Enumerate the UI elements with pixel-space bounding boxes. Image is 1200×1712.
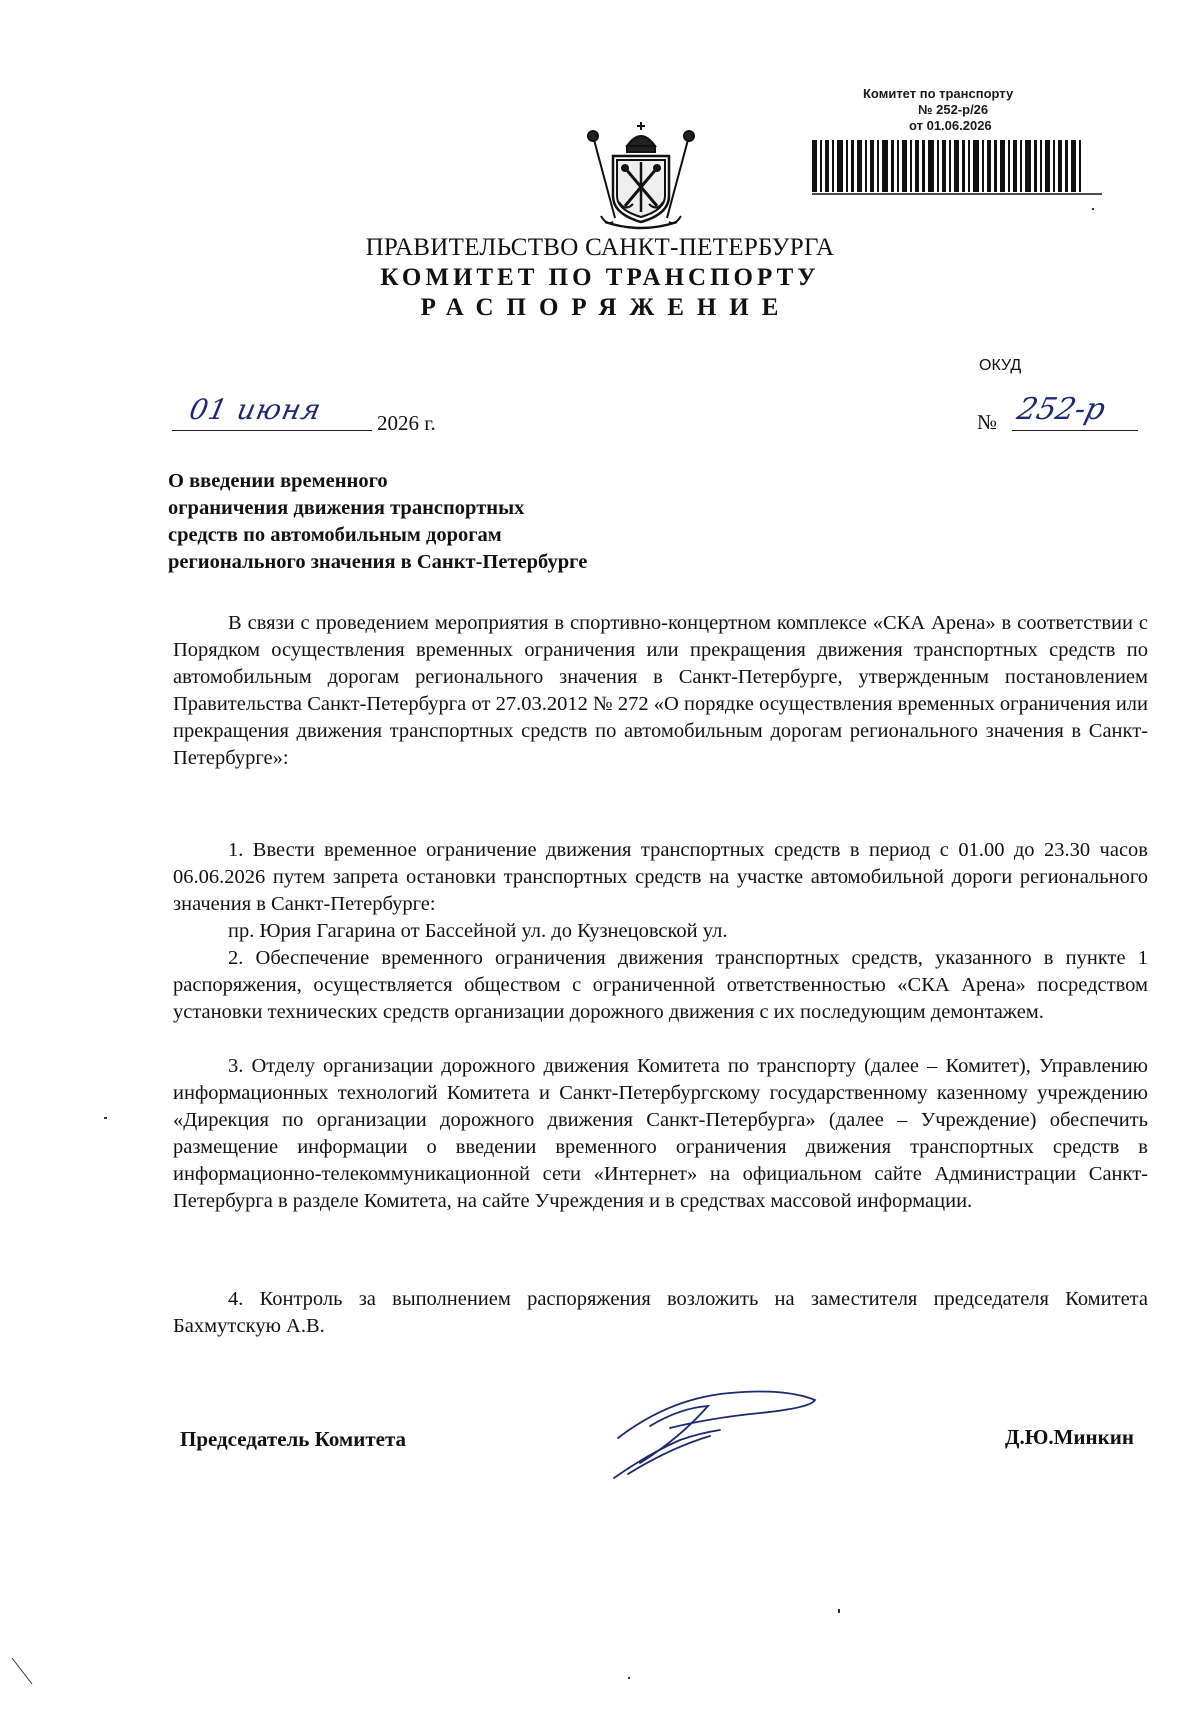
intro-paragraph: В связи с проведением мероприятия в спортивно-концертном комплексе «СКА Арена» в соответствии с Порядком осуществления временных ограничения или прекращения движения транспортных средств по автомобильным дорогам регионального значения в Санкт-Петербурге, утвержденным постановлением Правительства Санкт-Петербурга от 27.03.2012 № 272 «О порядке осуществления временных ограничения или прекращения движения транспортных средств по автомобильным дорогам регионального значения в Санкт-Петербурге»: <box>173 612 1148 769</box>
barcode-image <box>812 140 1102 196</box>
government-title: ПРАВИТЕЛЬСТВО САНКТ-ПЕТЕРБУРГА <box>365 234 835 261</box>
handwritten-number: 252-р <box>1013 392 1109 427</box>
item-3-paragraph: 3. Отделу организации дорожного движения Комитета по транспорту (далее – Комитет), Управлению информационных технологий Комитета и Санкт-Петербургскому государственному казенному учреждению «Дирекция по организации дорожного движения Санкт-Петербурга» (далее – Учреждение) обеспечить размещение информации о введении временного ограничения движения транспортных средств в информационно-телекоммуникационной сети «Интернет» на официальном сайте Администрации Санкт-Петербурга в разделе Комитета, на сайте Учреждения и в средствах массовой информации. <box>173 1055 1148 1212</box>
scan-mark <box>10 1656 36 1688</box>
number-sign: № <box>977 410 998 434</box>
item-1-street: пр. Юрия Гагарина от Бассейной ул. до Кузнецовской ул. <box>228 920 728 942</box>
registration-stamp <box>806 86 1106 134</box>
subject-line: ограничения движения транспортных <box>168 497 525 519</box>
handwritten-date: 01 июня <box>186 393 325 426</box>
signatory-name: Д.Ю.Минкин <box>1005 1425 1134 1449</box>
document-subject <box>168 468 788 576</box>
committee-title: КОМИТЕТ ПО ТРАНСПОРТУ <box>380 264 820 291</box>
scan-speck <box>1092 208 1094 210</box>
signatory-title: Председатель Комитета <box>180 1427 407 1451</box>
subject-line: О введении временного <box>168 470 388 492</box>
document-kind-title: РАСПОРЯЖЕНИЕ <box>420 294 792 321</box>
scan-speck <box>838 1609 840 1613</box>
stamp-line-date: от 01.06.2026 <box>909 118 992 133</box>
item-2-paragraph: 2. Обеспечение временного ограничения движения транспортных средств, указанного в пункте 1 распоряжения, осуществляется обществом с ограниченной ответственностью «СКА Арена» посредством установки технических средств организации дорожного движения с их последующим демонтажем. <box>173 947 1148 1023</box>
subject-line: регионального значения в Санкт-Петербурге <box>168 551 588 573</box>
item-4-paragraph: 4. Контроль за выполнением распоряжения возложить на заместителя председателя Комитета Бахмутскую А.В. <box>173 1288 1148 1337</box>
stamp-line-number: № 252-р/26 <box>918 102 989 117</box>
scan-speck <box>104 1117 107 1119</box>
stamp-line-organization: Комитет по транспорту <box>863 86 1014 101</box>
okud-label: ОКУД <box>979 357 1022 374</box>
coat-of-arms-emblem <box>583 118 699 234</box>
handwritten-signature <box>610 1378 830 1488</box>
date-year: 2026 г. <box>377 411 436 435</box>
scan-speck <box>628 1677 630 1679</box>
subject-line: средств по автомобильным дорогам <box>168 524 502 546</box>
item-1-paragraph: 1. Ввести временное ограничение движения транспортных средств в период с 01.00 до 23.30 часов 06.06.2026 путем запрета остановки транспортных средств на участке автомобильной дороги регионального значения в Санкт-Петербурге: <box>173 839 1148 915</box>
